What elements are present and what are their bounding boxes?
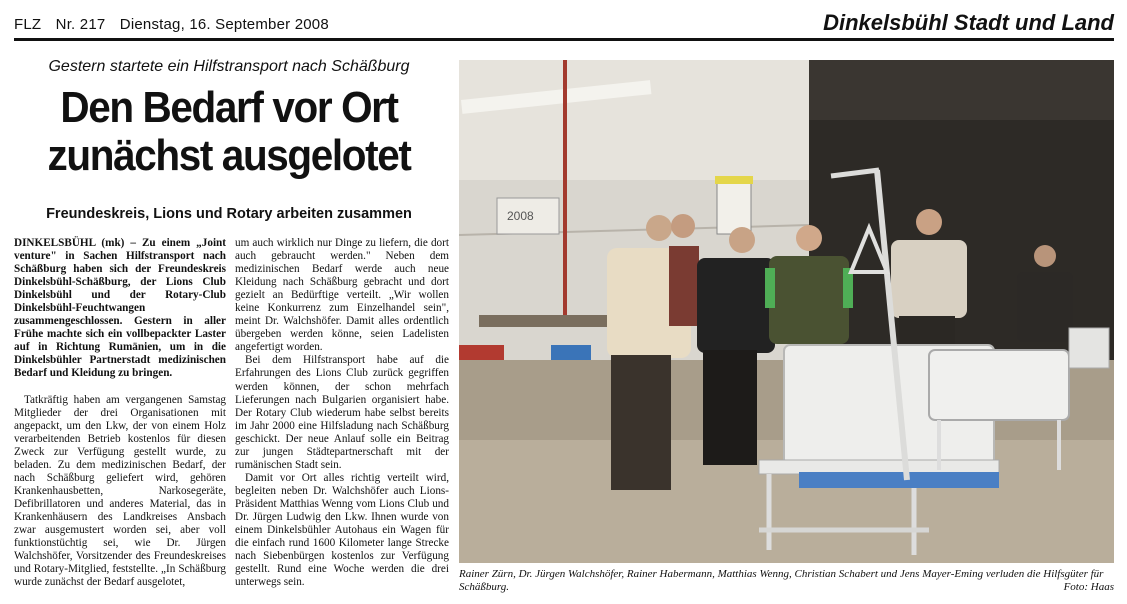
wall-sign-text: 2008 xyxy=(507,209,534,223)
section-title: Dinkelsbühl Stadt und Land xyxy=(823,10,1114,35)
article-kicker: Gestern startete ein Hilfstransport nach Schäßburg xyxy=(48,58,410,75)
wall-calendar xyxy=(717,178,751,234)
headline-line-1: Den Bedarf vor Ort xyxy=(60,83,398,132)
issue-date: Dienstag, 16. September 2008 xyxy=(119,16,329,33)
lead-paragraph: DINKELSBÜHL (mk) – Zu einem „Joint venture" in Sachen Hilfstransport nach Schäßburg haben sich der Freundeskreis Dinkelsbühl-Schäßburg, der Lions Club Dinkelsbühl und der Rotary-Club Dinkelsbühl-Feuchtwangen zusammengeschlossen. Gestern in aller Frühe machte sich ein vollbepackter Laster auf in Richtung Rumänien, um in die Dinkelsbühler Partnerstadt medizinischen Bedarf und Kleidung zu bringen. xyxy=(14,237,226,380)
masthead-info xyxy=(14,16,339,33)
text-column-1 xyxy=(14,237,226,589)
caption-text: Rainer Zürn, Dr. Jürgen Walchshöfer, Rainer Habermann, Matthias Wenng, Christian Schabert und Jens Mayer-Eming verluden die Hilfsgüter für Schäßburg. xyxy=(459,568,1104,593)
article-headline xyxy=(31,84,427,180)
photo-caption xyxy=(459,568,1114,594)
photo-illustration xyxy=(459,60,1114,563)
paper-name: FLZ xyxy=(14,16,42,33)
body-paragraph-4: Damit vor Ort alles richtig verteilt wird, begleiten neben Dr. Walchshöfer auch Lions-Präsident Matthias Wenng vom Lions Club und Dr. Jürgen Ludwig den Lkw. Ihnen wurde von einem Dinkelsbühler Autohaus ein Wagen für die einfach rund 1600 Kilometer lange Strecke nach Siebenbürgen kostenlos zur Verfügung gestellt. Rund eine Woche werden die drei unterwegs sein. xyxy=(235,471,449,589)
issue-number: Nr. 217 xyxy=(55,16,106,33)
headline-line-2: zunächst ausgelotet xyxy=(47,131,411,180)
body-paragraph-3: Bei dem Hilfstransport habe auf die Erfahrungen des Lions Club zurück gegriffen werden können, der schon mehrfach Lieferungen nach Bulgarien organisiert habe. Der Rotary Club wiederum habe selbst bereits im Jahr 2000 eine Hilfsladung nach Schäßburg geschickt. Der neue Anlauf solle ein Beitrag zur jungen Städtepartnerschaft mit der rumänischen Stadt sein. xyxy=(235,354,449,471)
photo-credit: Foto: Haas xyxy=(1063,581,1114,593)
body-paragraph-2: um auch wirklich nur Dinge zu liefern, die dort auch gebraucht werden." Neben dem medizinischen Bedarf werde auch neue Kleidung nach Schäßburg gebracht und dort gezielt an Bedürftige verteilt. „Wir wollen keine Konkurrenz zum Einzelhandel sein", meint Dr. Walchshöfer. Damit alles ordentlich übergeben werden könne, seien Ladelisten angefertigt worden. xyxy=(235,237,449,354)
body-paragraph-1: Tatkräftig haben am vergangenen Samstag Mitglieder der drei Organisationen mit angepackt, um den Lkw, der von einem Holz verarbeitenden Betrieb kostenlos für diesen Zweck zur Verfügung gestellt wurde, zu beladen. Zu dem medizinischen Bedarf, der nach Schäßburg geliefert wird, gehören Krankenhausbetten, Narkosegeräte, Defibrillatoren und anderes Material, das in Krankenhäusern des Landkreises Ansbach zwar ausgemustert worden sei, aber voll funktionstüchtig sei, wie Dr. Jürgen Walchshöfer, Vorsitzender des Freundeskreises und Rotary-Mitglied, feststellte. „In Schäßburg wurde zunächst der Bedarf ausgelotet, xyxy=(14,393,226,589)
workbench xyxy=(479,315,609,327)
article-subhead: Freundeskreis, Lions und Rotary arbeiten zusammen xyxy=(46,206,412,222)
article-photo xyxy=(459,60,1114,563)
text-column-2 xyxy=(235,237,449,589)
header-rule xyxy=(14,38,1114,41)
page-header xyxy=(14,12,1114,38)
